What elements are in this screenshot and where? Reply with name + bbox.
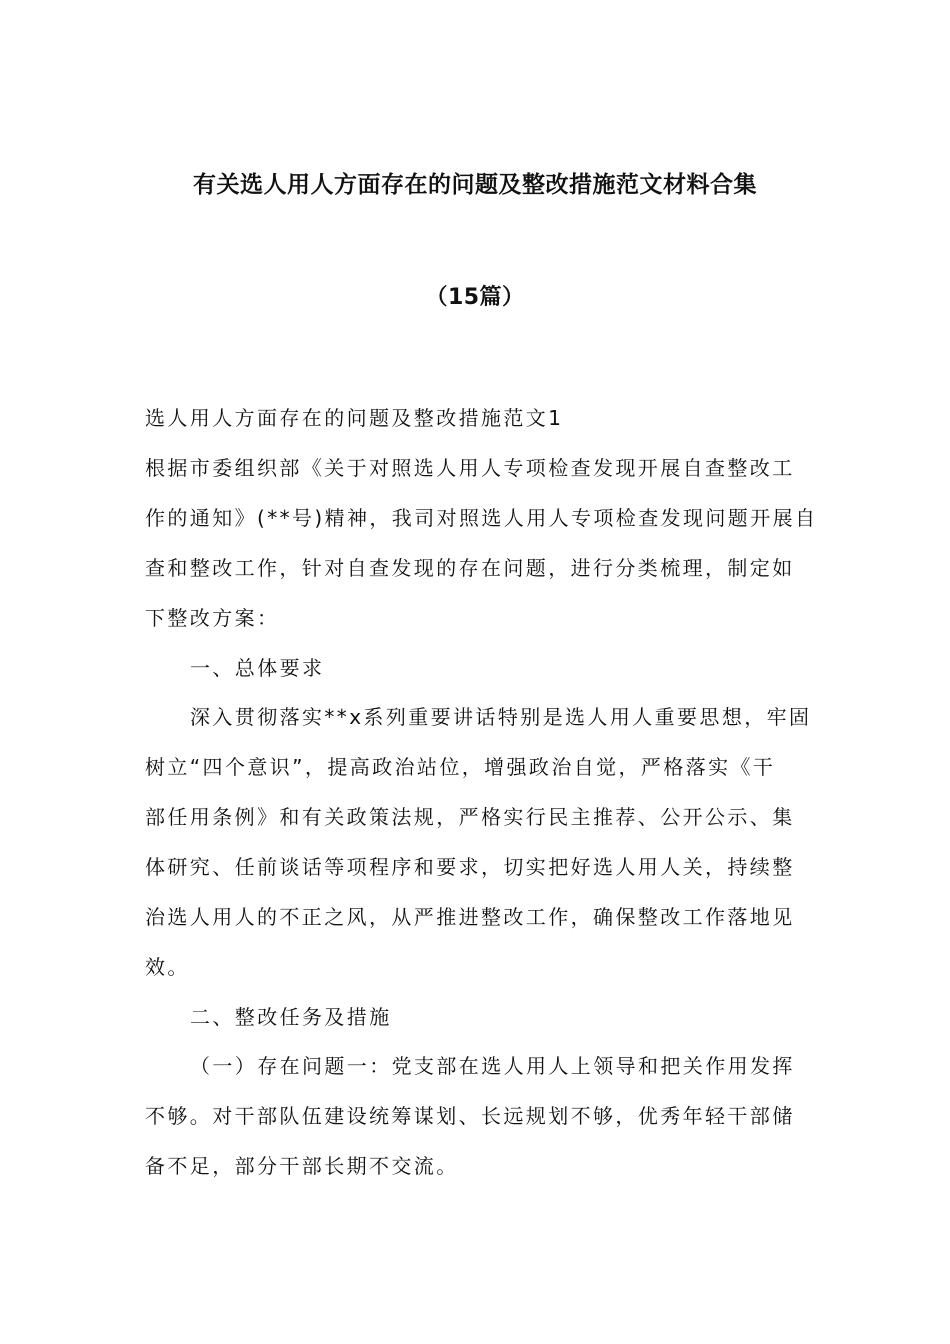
paragraph-line: 不够。对干部队伍建设统筹谋划、长远规划不够，优秀年轻干部储: [145, 1104, 795, 1128]
paragraph-line: 下整改方案：: [145, 606, 280, 630]
paragraph-line: 部任用条例》和有关政策法规，严格实行民主推荐、公开公示、集: [145, 805, 795, 829]
paragraph-line: 树立“四个意识”，提高政治站位，增强政治自觉，严格落实《干: [145, 755, 776, 779]
paragraph-line: 效。: [145, 955, 190, 979]
paragraph-line: 根据市委组织部《关于对照选人用人专项检查发现开展自查整改工: [145, 456, 795, 480]
paragraph-line: 深入贯彻落实**x系列重要讲话特别是选人用人重要思想，牢固: [190, 705, 812, 729]
heading-tasks-measures: 二、整改任务及措施: [190, 1005, 392, 1029]
paragraph-line: 作的通知》(**号)精神，我司对照选人用人专项检查发现问题开展自: [145, 506, 818, 530]
heading-general-requirements: 一、总体要求: [190, 656, 325, 680]
paragraph-line: 体研究、任前谈话等项程序和要求，切实把好选人用人关，持续整: [145, 855, 795, 879]
document-title: 有关选人用人方面存在的问题及整改措施范文材料合集: [193, 172, 757, 198]
section-heading: 选人用人方面存在的问题及整改措施范文1: [145, 406, 564, 430]
paragraph-line: 治选人用人的不正之风，从严推进整改工作，确保整改工作落地见: [145, 905, 795, 929]
paragraph-line: 查和整改工作，针对自查发现的存在问题，进行分类梳理，制定如: [145, 556, 795, 580]
paragraph-line: （一）存在问题一：党支部在选人用人上领导和把关作用发挥: [190, 1054, 795, 1078]
document-subtitle: （15篇）: [425, 285, 525, 310]
paragraph-line: 备不足，部分干部长期不交流。: [145, 1154, 459, 1178]
